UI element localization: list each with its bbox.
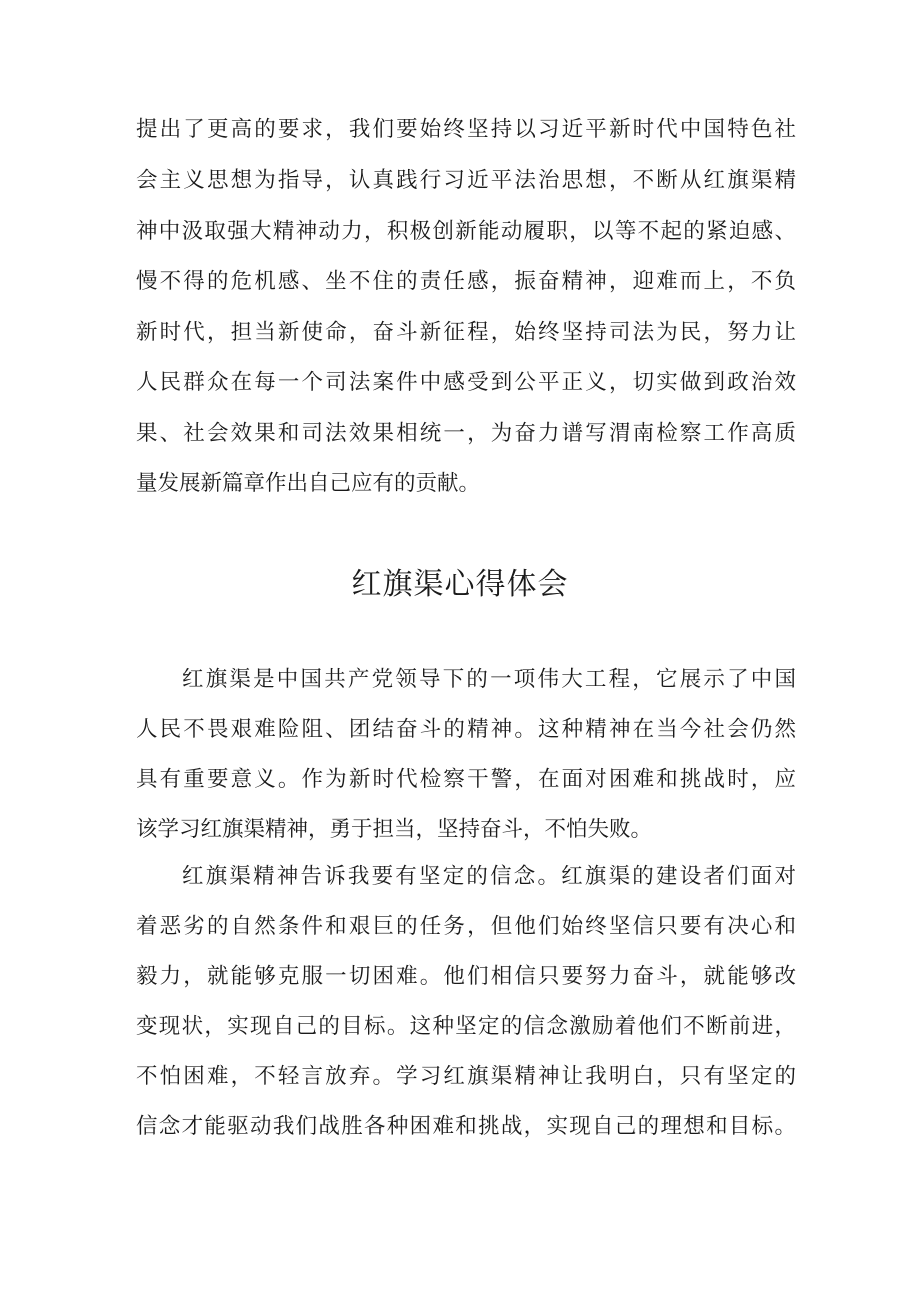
text-line: 红旗渠精神告诉我要有坚定的信念。红旗渠的建设者们面对 xyxy=(182,864,796,889)
text-line: 提出了更高的要求，我们要始终坚持以习近平新时代中国特色社 xyxy=(136,117,796,142)
text-line: 具有重要意义。作为新时代检察干警，在面对困难和挑战时，应 xyxy=(136,767,796,792)
text-line: 果、社会效果和司法效果相统一，为奋力谱写渭南检察工作高质 xyxy=(136,421,796,446)
text-line: 变现状，实现自己的目标。这种坚定的信念激励着他们不断前进， xyxy=(136,1014,796,1039)
text-line: 不怕困难，不轻言放弃。学习红旗渠精神让我明白，只有坚定的 xyxy=(136,1064,796,1089)
text-line: 人民不畏艰难险阻、团结奋斗的精神。这种精神在当今社会仍然 xyxy=(136,717,796,742)
text-line: 该学习红旗渠精神，勇于担当，坚持奋斗，不怕失败。 xyxy=(136,817,653,842)
text-line: 着恶劣的自然条件和艰巨的任务，但他们始终坚信只要有决心和 xyxy=(136,914,796,939)
text-line: 会主义思想为指导，认真践行习近平法治思想，不断从红旗渠精 xyxy=(136,168,796,193)
text-line: 量发展新篇章作出自己应有的贡献。 xyxy=(136,471,481,496)
text-line: 信念才能驱动我们战胜各种困难和挑战，实现自己的理想和目标。 xyxy=(136,1114,796,1139)
text-line: 新时代，担当新使命，奋斗新征程，始终坚持司法为民，努力让 xyxy=(136,320,796,345)
text-line: 毅力，就能够克服一切困难。他们相信只要努力奋斗，就能够改 xyxy=(136,964,796,989)
text-line: 红旗渠是中国共产党领导下的一项伟大工程，它展示了中国 xyxy=(182,667,796,692)
text-line: 神中汲取强大精神动力，积极创新能动履职，以等不起的紧迫感、 xyxy=(136,219,796,244)
text-line: 人民群众在每一个司法案件中感受到公平正义，切实做到政治效 xyxy=(136,370,796,395)
text-line: 慢不得的危机感、坐不住的责任感，振奋精神，迎难而上，不负 xyxy=(136,269,796,294)
page-title: 红旗渠心得体会 xyxy=(351,567,569,602)
